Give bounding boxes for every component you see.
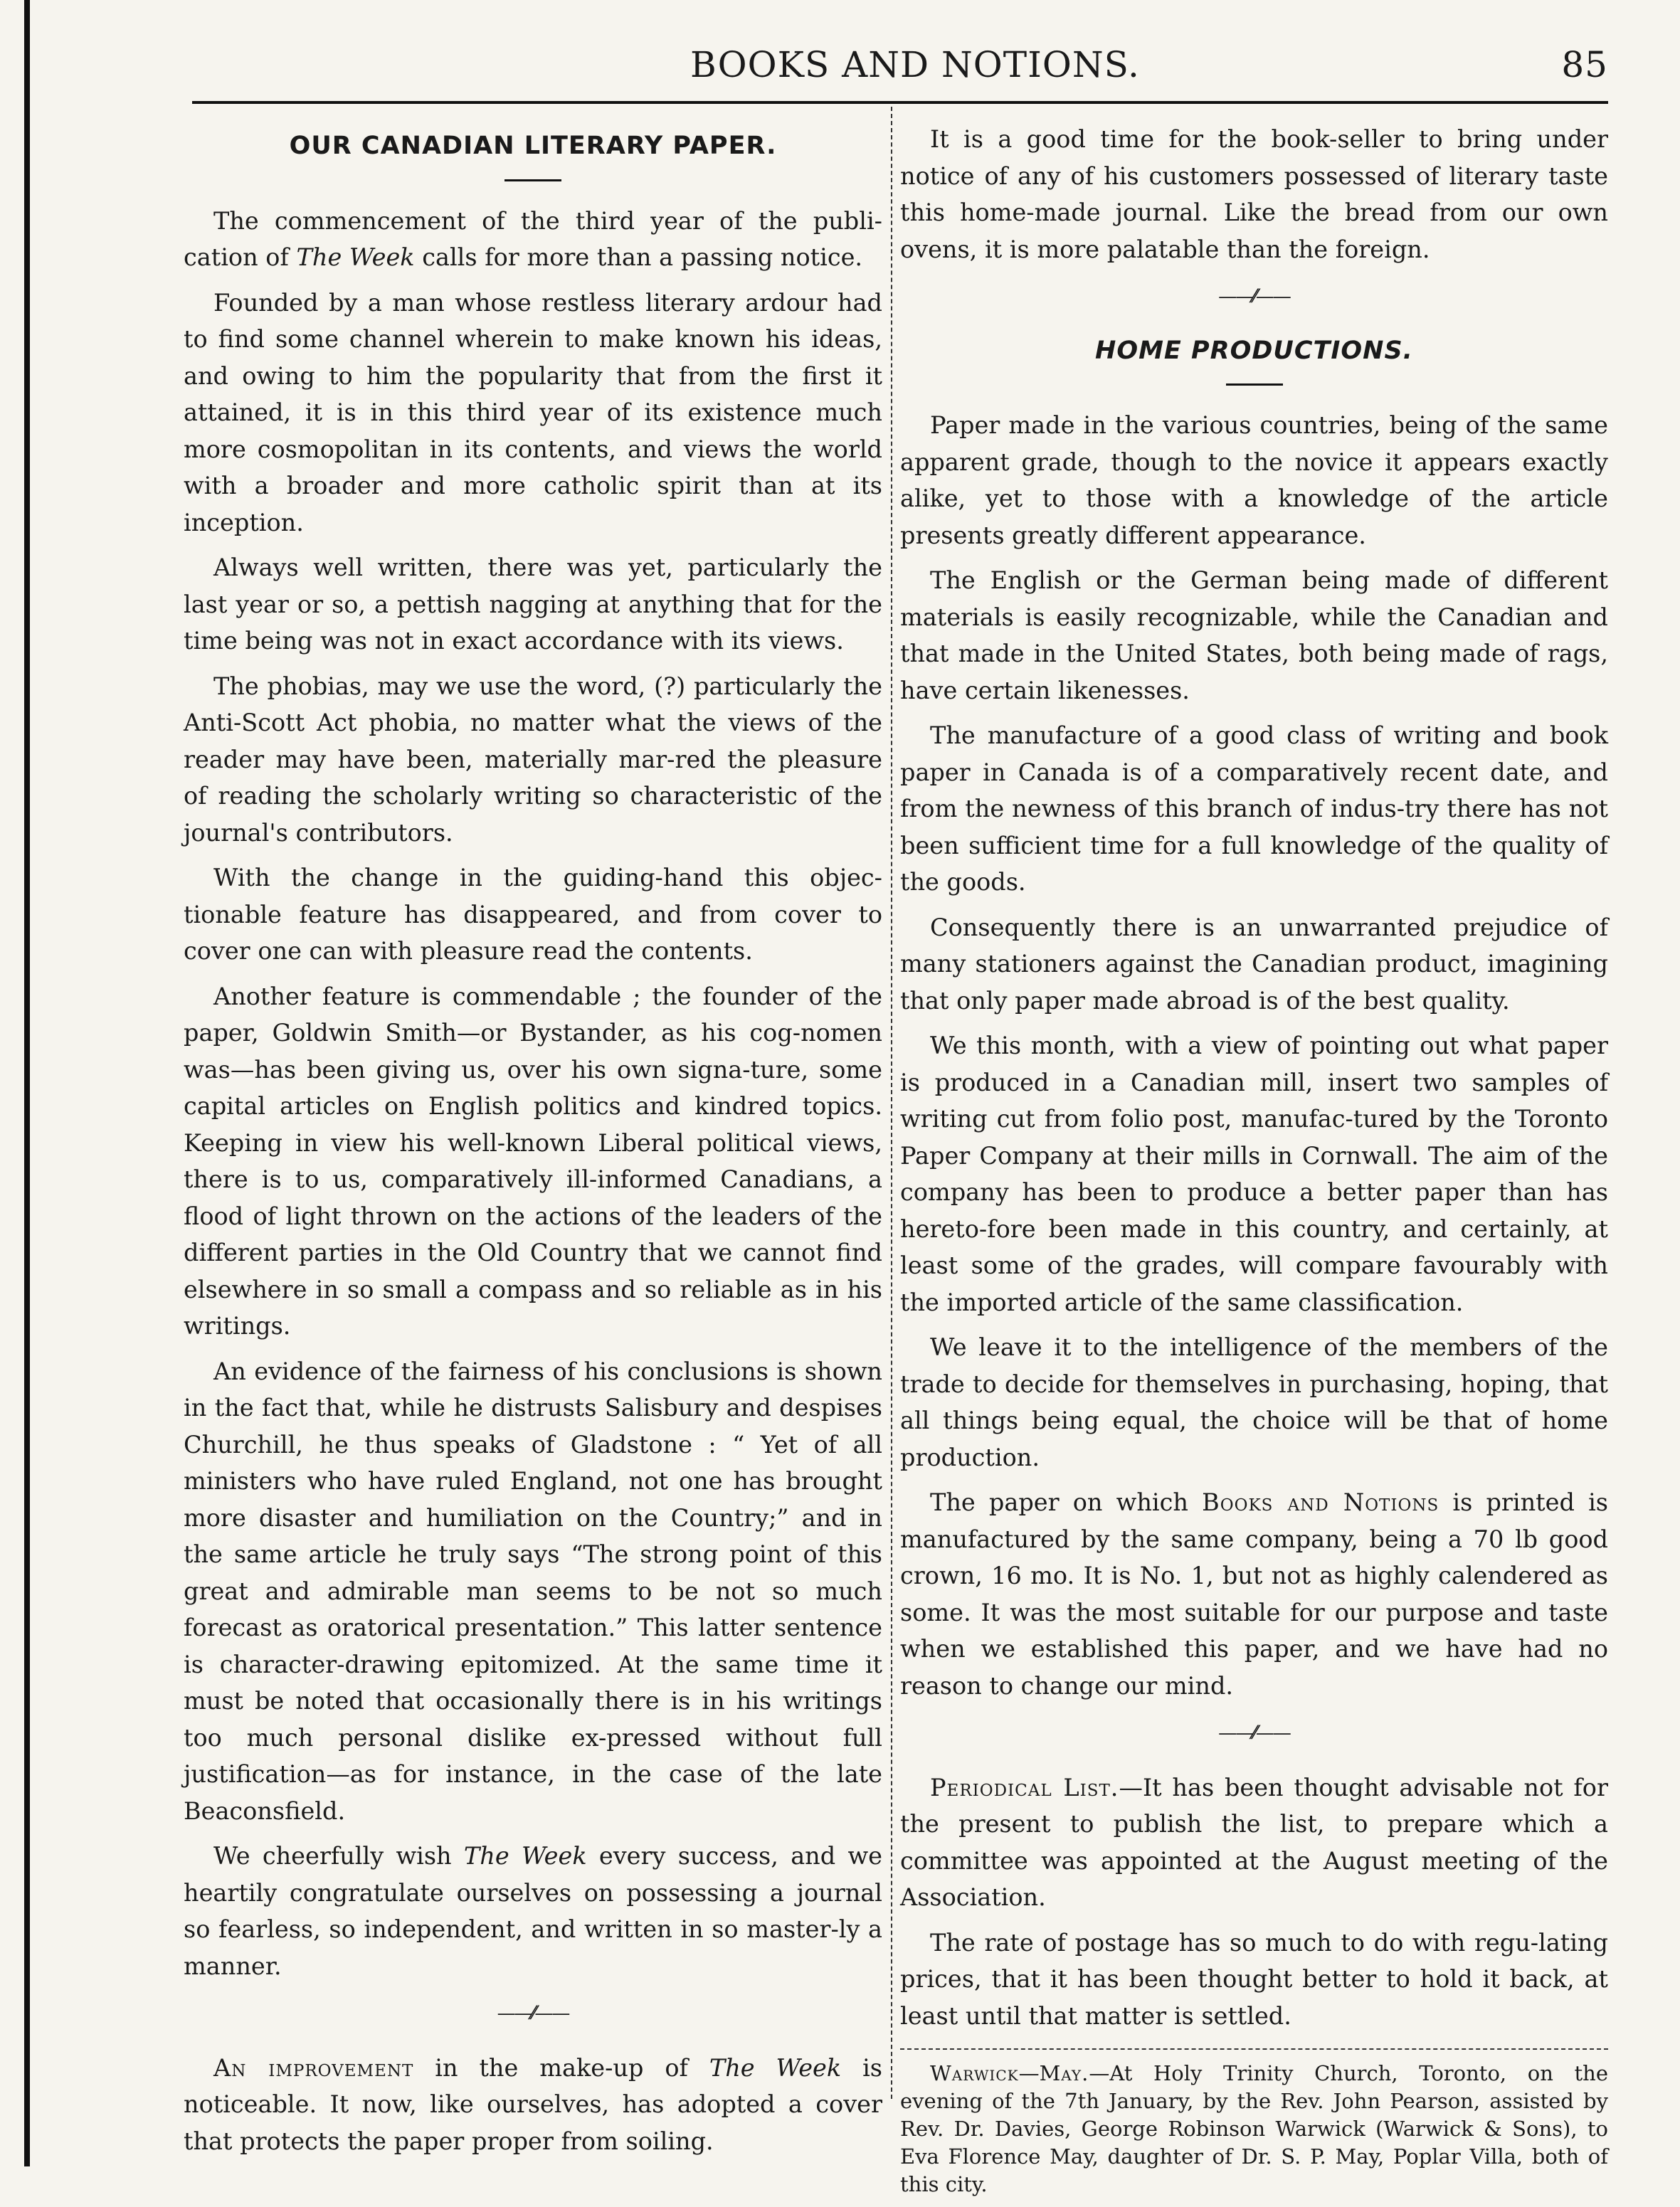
paragraph: Consequently there is an unwarranted prejudice of many stationers against the Canadian product, imagining that only paper made abroad is of the best quality. [900, 913, 1608, 1015]
column-divider [891, 107, 892, 2099]
publication-title: The Week [296, 243, 415, 271]
paragraph: We leave it to the intelligence of the members of the trade to decide for themselves in purchasing, hoping, that all things being equal, the choice will be that of home production. [900, 1333, 1608, 1471]
paragraph: The rate of postage has so much to do with regu-lating prices, that it has been thought better to hold it back, at least until that matter is settled. [900, 1928, 1608, 2030]
paragraph: Paper made in the various countries, being of the same apparent grade, though to the novice it appears exactly alike, yet to those with a knowledge of the article presents greatly different appearance. [900, 411, 1608, 549]
notice-rule [900, 2048, 1608, 2050]
text-run: The paper on which [930, 1488, 1203, 1516]
marriage-notice [900, 2060, 1608, 2198]
text-run: is noticeable. It now, like ourselves, has adopted a cover that protects the paper proper from soiling. [184, 2053, 882, 2155]
heading-rule [504, 179, 561, 181]
lead-in: An improvement [213, 2053, 414, 2082]
page-number: 85 [1561, 44, 1608, 85]
text-run: —It has been thought advisable not for the present to publish the list, to prepare which a committee was appointed at the August meeting of the Association. [900, 1773, 1608, 1911]
publication-title: The Week [709, 2053, 842, 2082]
article-heading-home-productions: HOME PRODUCTIONS. [1095, 336, 1413, 365]
text-run: The commencement of the third year of the publi-cation of [184, 206, 882, 271]
article-heading-literary-paper: OUR CANADIAN LITERARY PAPER. [289, 132, 777, 160]
paragraph: The phobias, may we use the word, (?) particularly the Anti-Scott Act phobia, no matter what the views of the reader may have been, materially mar-red the pleasure of reading the scholarly writing so characteristic of the journal's contributors. [184, 672, 882, 847]
text-run: is printed is manufactured by the same company, being a 70 lb good crown, 16 mo. It is No. 1, but not as highly calendered as some. It was the most suitable for our purpose and taste when we established this paper, and we have had no reason to change our mind. [900, 1488, 1608, 1700]
running-title: BOOKS AND NOTIONS. [690, 44, 1140, 85]
heading-rule [1226, 383, 1283, 386]
right-column [900, 121, 1608, 2207]
paragraph: It is a good time for the book-seller to bring under notice of any of his customers possessed of literary taste this home-made journal. Like the bread from our own ovens, it is more palatable than the foreign. [900, 125, 1608, 263]
binding-edge [24, 0, 30, 2166]
paragraph: Always well written, there was yet, particularly the last year or so, a pettish nagging at anything that for the time being was not in exact accordance with its views. [184, 554, 882, 655]
publication-title: The Week [463, 1842, 587, 1870]
text-run: every success, and we heartily congratulate ourselves on possessing a journal so fearless, so independent, and written in so master-ly a manner. [184, 1842, 882, 1980]
left-column [184, 121, 882, 2168]
paragraph: The English or the German being made of different materials is easily recognizable, while the Canadian and that made in the United States, both being made of rags, have certain likenesses. [900, 566, 1608, 704]
header-rule [192, 101, 1608, 104]
section-ornament: ——⁄⁄—— [1218, 1722, 1290, 1744]
paragraph: Founded by a man whose restless literary ardour had to find some channel wherein to make known his ideas, and owing to him the popularity that from the first it attained, it is in this third year of its existence much more cosmopolitan in its contents, and views the world with a broader and more catholic spirit than at its inception. [184, 288, 882, 536]
paragraph [184, 1838, 882, 1984]
paragraph [900, 1484, 1608, 1704]
running-header [192, 44, 1608, 101]
text-run: We cheerfully wish [213, 1842, 464, 1870]
publication-title: Books and Notions [1202, 1488, 1439, 1516]
lead-in: Warwick [930, 2061, 1019, 2085]
lead-in: May. [1039, 2061, 1089, 2085]
text-run: in the make-up of [413, 2053, 709, 2082]
section-ornament: ——⁄⁄—— [497, 2003, 569, 2024]
paragraph: An evidence of the fairness of his conclusions is shown in the fact that, while he distrusts Salisbury and despises Churchill, he thus speaks of Gladstone : “ Yet of all ministers who have ruled England, not one has brought more disaster and humiliation on the Country;” and in the same article he truly says “The strong point of this great and admirable man seems to be not so much forecast as oratorical presentation.” This latter sentence is character-drawing epitomized. At the same time it must be noted that occasionally there is in his writings too much personal dislike ex-pressed without full justification—as for instance, in the case of the late Beaconsfield. [184, 1357, 882, 1825]
paragraph [184, 2050, 882, 2160]
paragraph [900, 1769, 1608, 1916]
text-run: —At Holy Trinity Church, Toronto, on the evening of the 7th January, by the Rev. John Pearson, assisted by Rev. Dr. Davies, George Robinson Warwick (Warwick & Sons), to Eva Florence May, daughter of Dr. S. P. May, Poplar Villa, both of this city. [900, 2061, 1608, 2196]
section-ornament: ——⁄⁄—— [1218, 286, 1290, 307]
paragraph [900, 2060, 1608, 2198]
paragraph [184, 203, 882, 276]
paragraph: Another feature is commendable ; the founder of the paper, Goldwin Smith—or Bystander, as his cog-nomen was—has been giving us, over his own signa-ture, some capital articles on English politics and kindred topics. Keeping in view his well-known Liberal political views, there is to us, comparatively ill-informed Canadians, a flood of light thrown on the actions of the leaders of the different parties in the Old Country that we cannot find elsewhere in so small a compass and so reliable as in his writings. [184, 982, 882, 1340]
text-run: calls for more than a passing notice. [414, 243, 863, 271]
paragraph: We this month, with a view of pointing out what paper is produced in a Canadian mill, insert two samples of writing cut from folio post, manufac-tured by the Toronto Paper Company at their mills in Cornwall. The aim of the company has been to produce a better paper than has hereto-fore been made in this country, and certainly, at least some of the grades, will compare favourably with the imported article of the same classification. [900, 1032, 1608, 1316]
lead-in: Periodical List. [930, 1773, 1119, 1801]
paragraph: With the change in the guiding-hand this objec-tionable feature has disappeared, and from cover to cover one can with pleasure read the contents. [184, 864, 882, 965]
text-run: — [1018, 2061, 1040, 2085]
paragraph: The manufacture of a good class of writing and book paper in Canada is of a comparatively recent date, and from the newness of this branch of indus-try there has not been sufficient time for a full knowledge of the quality of the goods. [900, 721, 1608, 896]
